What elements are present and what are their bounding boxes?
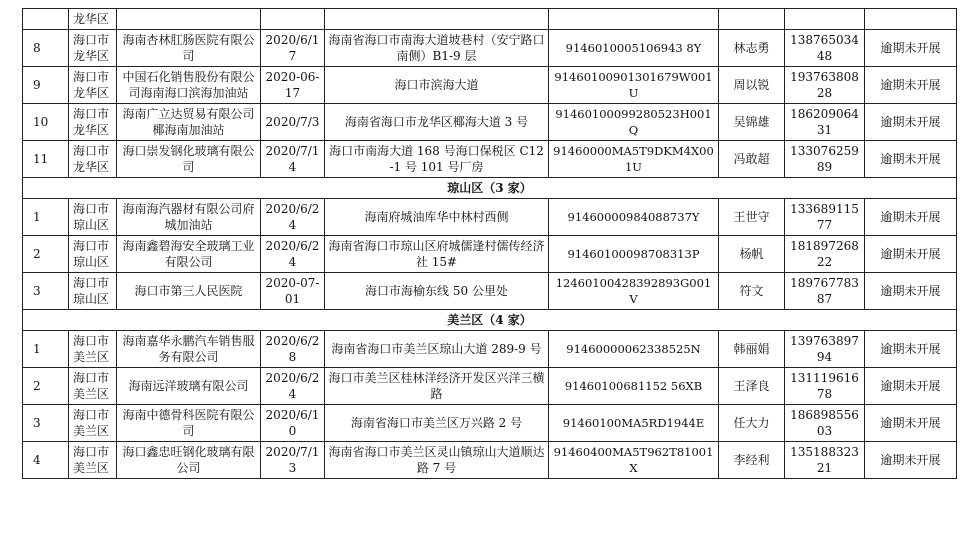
table-row bbox=[23, 273, 957, 310]
section-header-row bbox=[23, 310, 957, 331]
cell-date bbox=[261, 9, 325, 30]
cell-code: 91460100098708313P bbox=[549, 236, 719, 273]
cell-phone: 13876503448 bbox=[785, 30, 865, 67]
cell-area: 海口市龙华区 bbox=[69, 104, 117, 141]
cell-person: 王世守 bbox=[719, 199, 785, 236]
cell-person: 李经利 bbox=[719, 442, 785, 479]
cell-phone: 18620906431 bbox=[785, 104, 865, 141]
table-row bbox=[23, 236, 957, 273]
cell-date: 2020/6/28 bbox=[261, 331, 325, 368]
cell-area: 海口市龙华区 bbox=[69, 30, 117, 67]
cell-no: 2 bbox=[23, 368, 69, 405]
cell-status: 逾期未开展 bbox=[865, 141, 957, 178]
cell-company: 海口鑫忠旺钢化玻璃有限公司 bbox=[117, 442, 261, 479]
cell-company: 海南嘉华永鹏汽车销售服务有限公司 bbox=[117, 331, 261, 368]
cell-date: 2020/7/3 bbox=[261, 104, 325, 141]
cell-date: 2020-07-01 bbox=[261, 273, 325, 310]
cell-code: 91460100681152 56XB bbox=[549, 368, 719, 405]
table-row bbox=[23, 30, 957, 67]
cell-no: 3 bbox=[23, 405, 69, 442]
cell-date: 2020/7/14 bbox=[261, 141, 325, 178]
cell-code: 91460100MA5RD1944E bbox=[549, 405, 719, 442]
table-row bbox=[23, 331, 957, 368]
cell-address: 海南省海口市美兰区灵山镇琼山大道顺达路 7 号 bbox=[325, 442, 549, 479]
cell-date: 2020/6/24 bbox=[261, 236, 325, 273]
cell-person: 周以锐 bbox=[719, 67, 785, 104]
cell-date: 2020/6/10 bbox=[261, 405, 325, 442]
cell-code: 91460000MA5T9DKM4X001U bbox=[549, 141, 719, 178]
cell-date: 2020-06-17 bbox=[261, 67, 325, 104]
cell-status: 逾期未开展 bbox=[865, 236, 957, 273]
cell-area: 海口市美兰区 bbox=[69, 405, 117, 442]
cell-address: 海口市海榆东线 50 公里处 bbox=[325, 273, 549, 310]
table-row bbox=[23, 368, 957, 405]
cell-status: 逾期未开展 bbox=[865, 30, 957, 67]
cell-address: 海南府城油库华中林村西侧 bbox=[325, 199, 549, 236]
cell-status: 逾期未开展 bbox=[865, 442, 957, 479]
cell-status: 逾期未开展 bbox=[865, 67, 957, 104]
cell-address: 海南省海口市琼山区府城儒逢村儒传经济社 15# bbox=[325, 236, 549, 273]
cell-person: 王泽良 bbox=[719, 368, 785, 405]
table-body bbox=[23, 9, 957, 479]
cell-no: 1 bbox=[23, 331, 69, 368]
section-header-row bbox=[23, 178, 957, 199]
cell-date: 2020/6/17 bbox=[261, 30, 325, 67]
cell-company: 海口崇发钢化玻璃有限公司 bbox=[117, 141, 261, 178]
cell-code: 9146010005106943 8Y bbox=[549, 30, 719, 67]
cell-area: 海口市美兰区 bbox=[69, 331, 117, 368]
table-row bbox=[23, 9, 957, 30]
cell-status: 逾期未开展 bbox=[865, 368, 957, 405]
cell-company: 海口市第三人民医院 bbox=[117, 273, 261, 310]
cell-person: 林志勇 bbox=[719, 30, 785, 67]
cell-person: 任大力 bbox=[719, 405, 785, 442]
section-title: 琼山区（3 家） bbox=[23, 178, 957, 199]
cell-phone bbox=[785, 9, 865, 30]
cell-company bbox=[117, 9, 261, 30]
cell-person: 杨帆 bbox=[719, 236, 785, 273]
cell-date: 2020/7/13 bbox=[261, 442, 325, 479]
cell-status: 逾期未开展 bbox=[865, 104, 957, 141]
cell-company: 海南杏林肛肠医院有限公司 bbox=[117, 30, 261, 67]
cell-phone: 18189726822 bbox=[785, 236, 865, 273]
cell-company: 海南鑫碧海安全玻璃工业有限公司 bbox=[117, 236, 261, 273]
cell-no: 11 bbox=[23, 141, 69, 178]
cell-area: 海口市龙华区 bbox=[69, 67, 117, 104]
cell-address: 海口市美兰区桂林洋经济开发区兴洋三横路 bbox=[325, 368, 549, 405]
cell-status: 逾期未开展 bbox=[865, 273, 957, 310]
cell-date: 2020/6/24 bbox=[261, 368, 325, 405]
table-row bbox=[23, 104, 957, 141]
cell-code: 91460400MA5T962T81001X bbox=[549, 442, 719, 479]
cell-company: 海南海汽器材有限公司府城加油站 bbox=[117, 199, 261, 236]
cell-address: 海南省海口市美兰区万兴路 2 号 bbox=[325, 405, 549, 442]
cell-code: 91460100099280523H001Q bbox=[549, 104, 719, 141]
cell-phone: 18689855603 bbox=[785, 405, 865, 442]
table-row bbox=[23, 442, 957, 479]
cell-status: 逾期未开展 bbox=[865, 331, 957, 368]
cell-code: 91460100901301679W001U bbox=[549, 67, 719, 104]
cell-address: 海口市滨海大道 bbox=[325, 67, 549, 104]
cell-no: 2 bbox=[23, 236, 69, 273]
cell-no: 9 bbox=[23, 67, 69, 104]
cell-code: 12460100428392893G001V bbox=[549, 273, 719, 310]
cell-no: 8 bbox=[23, 30, 69, 67]
cell-person: 冯敢超 bbox=[719, 141, 785, 178]
section-title: 美兰区（4 家） bbox=[23, 310, 957, 331]
cell-company: 海南中德骨科医院有限公司 bbox=[117, 405, 261, 442]
cell-area: 海口市美兰区 bbox=[69, 368, 117, 405]
cell-company: 海南广立达贸易有限公司椰海南加油站 bbox=[117, 104, 261, 141]
cell-area: 海口市琼山区 bbox=[69, 199, 117, 236]
cell-phone: 19376380828 bbox=[785, 67, 865, 104]
cell-no: 1 bbox=[23, 199, 69, 236]
cell-phone: 13368911577 bbox=[785, 199, 865, 236]
cell-no: 10 bbox=[23, 104, 69, 141]
cell-status: 逾期未开展 bbox=[865, 405, 957, 442]
cell-area: 海口市琼山区 bbox=[69, 236, 117, 273]
cell-phone: 13518832321 bbox=[785, 442, 865, 479]
cell-address: 海南省海口市美兰区琼山大道 289-9 号 bbox=[325, 331, 549, 368]
cell-status bbox=[865, 9, 957, 30]
cell-date: 2020/6/24 bbox=[261, 199, 325, 236]
cell-area: 海口市琼山区 bbox=[69, 273, 117, 310]
cell-phone: 13976389794 bbox=[785, 331, 865, 368]
cell-phone: 18976778387 bbox=[785, 273, 865, 310]
cell-company: 海南远洋玻璃有限公司 bbox=[117, 368, 261, 405]
cell-no bbox=[23, 9, 69, 30]
cell-address: 海南省海口市南海大道坡巷村（安宁路口南侧）B1-9 层 bbox=[325, 30, 549, 67]
cell-code: 91460000984088737Y bbox=[549, 199, 719, 236]
cell-no: 3 bbox=[23, 273, 69, 310]
cell-address: 海南省海口市龙华区椰海大道 3 号 bbox=[325, 104, 549, 141]
cell-phone: 13307625989 bbox=[785, 141, 865, 178]
cell-phone: 13111961678 bbox=[785, 368, 865, 405]
cell-person: 吴锦雄 bbox=[719, 104, 785, 141]
cell-area: 海口市美兰区 bbox=[69, 442, 117, 479]
table-row bbox=[23, 141, 957, 178]
cell-no: 4 bbox=[23, 442, 69, 479]
cell-person: 符文 bbox=[719, 273, 785, 310]
cell-address: 海口市南海大道 168 号海口保税区 C12-1 号 101 号厂房 bbox=[325, 141, 549, 178]
cell-code: 91460000062338525N bbox=[549, 331, 719, 368]
table-row bbox=[23, 199, 957, 236]
cell-code bbox=[549, 9, 719, 30]
cell-area: 海口市龙华区 bbox=[69, 141, 117, 178]
cell-status: 逾期未开展 bbox=[865, 199, 957, 236]
cell-person: 韩丽娟 bbox=[719, 331, 785, 368]
table-row bbox=[23, 405, 957, 442]
enterprise-table bbox=[22, 8, 957, 479]
cell-person bbox=[719, 9, 785, 30]
cell-address bbox=[325, 9, 549, 30]
cell-company: 中国石化销售股份有限公司海南海口滨海加油站 bbox=[117, 67, 261, 104]
cell-area: 龙华区 bbox=[69, 9, 117, 30]
table-row bbox=[23, 67, 957, 104]
